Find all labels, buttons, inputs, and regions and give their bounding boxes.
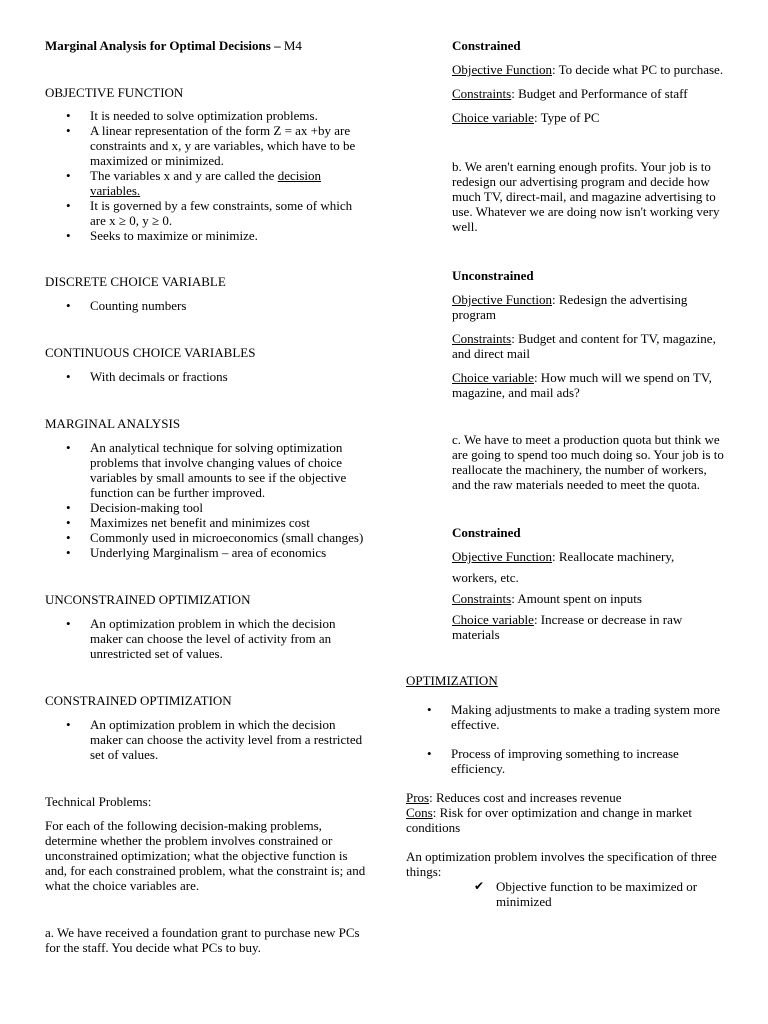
marginal-list: [45, 440, 370, 560]
constraints-text: : Budget and Performance of staff: [511, 86, 688, 101]
list-item: • Making adjustments to make a trading system more effective.: [406, 702, 726, 732]
objective-line: [452, 292, 726, 322]
discrete-heading: DISCRETE CHOICE VARIABLE: [45, 274, 226, 289]
optimization-heading: OPTIMIZATION: [406, 673, 498, 688]
problem-a: a. We have received a foundation grant to purchase new PCs for the staff. You decide what PCs to buy.: [45, 925, 360, 955]
list-item: • Seeks to maximize or minimize.: [45, 228, 370, 243]
optimization-list: [406, 702, 726, 776]
list-item: • An optimization problem in which the decision maker can choose the level of activity from an unrestricted set of values.: [45, 616, 370, 661]
objective-function-heading: OBJECTIVE FUNCTION: [45, 85, 184, 100]
list-item: • Underlying Marginalism – area of economics: [45, 545, 370, 560]
constraints-line: [452, 86, 726, 101]
constraints-label: Constraints: [452, 331, 512, 346]
list-item: • Maximizes net benefit and minimizes cost: [45, 515, 370, 530]
page-title: [45, 38, 370, 53]
cons-text: : Risk for over optimization and change in market conditions: [406, 805, 692, 835]
unconstrained-list: [45, 616, 370, 661]
choice-text: : How much will we spend on TV, magazine, and mail ads?: [452, 370, 712, 400]
list-item: • A linear representation of the form Z = ax +by are constraints and x, y are variables, which have to be maximized or minimized.: [45, 123, 370, 168]
right-column: [406, 38, 726, 909]
list-item: • An analytical technique for solving optimization problems that involve changing values of choice variables by small amounts to see if the objective function can be further improved.: [45, 440, 370, 500]
answer-type: Constrained: [452, 525, 521, 540]
objective-line-continued: workers, etc.: [452, 570, 519, 585]
decision-variables-term: decision variables.: [90, 168, 322, 198]
choice-line: [452, 370, 726, 400]
pros-line: [406, 790, 726, 805]
objective-text: : To decide what PC to purchase.: [552, 62, 724, 77]
spec-intro: An optimization problem involves the specification of three things:: [406, 849, 717, 879]
title-code: M4: [280, 38, 302, 53]
cons-label: Cons: [406, 805, 433, 820]
objective-line: [452, 549, 726, 564]
continuous-heading: CONTINUOUS CHOICE VARIABLES: [45, 345, 256, 360]
constraints-line: [452, 331, 726, 361]
constraints-label: Constraints: [452, 86, 512, 101]
spec-list: [406, 879, 726, 909]
choice-text: : Increase or decrease in raw materials: [452, 612, 683, 642]
technical-problems-heading: Technical Problems:: [45, 794, 152, 809]
discrete-list: [45, 298, 370, 313]
answer-type: Constrained: [452, 38, 521, 53]
choice-text: : Type of PC: [533, 110, 600, 125]
choice-label: Choice variable: [452, 612, 534, 627]
objective-label: Objective Function: [452, 62, 553, 77]
choice-line: [452, 612, 726, 642]
list-item: • With decimals or fractions: [45, 369, 370, 384]
list-item: [45, 168, 370, 198]
list-item: ✔ Objective function to be maximized or minimized: [406, 879, 726, 909]
title-main: Marginal Analysis for Optimal Decisions –: [45, 38, 281, 53]
constraints-text: : Budget and content for TV, magazine, and direct mail: [452, 331, 716, 361]
list-item: • Decision-making tool: [45, 500, 370, 515]
technical-problems-intro: For each of the following decision-making problems, determine whether the problem involves constrained or unconstrained optimization; what the objective function is and, for each constrained problem, what the constraint is; and what the choice variables are.: [45, 818, 366, 893]
answer-block-a: [406, 38, 726, 642]
marginal-heading: MARGINAL ANALYSIS: [45, 416, 181, 431]
list-item: • Commonly used in microeconomics (small changes): [45, 530, 370, 545]
left-column: [45, 38, 370, 955]
constraints-line: [452, 591, 726, 606]
list-item: • Counting numbers: [45, 298, 370, 313]
choice-label: Choice variable: [452, 110, 534, 125]
constraints-label: Constraints: [452, 591, 512, 606]
list-item: • An optimization problem in which the decision maker can choose the activity level from a restricted set of values.: [45, 717, 370, 762]
problem-c: c. We have to meet a production quota but think we are going to spend too much doing so. Your job is to reallocate the machinery, the number of workers, and the raw materials needed to meet the quota.: [452, 432, 724, 492]
list-item-text: The variables x and y are called the: [90, 168, 275, 183]
objective-label: Objective Function: [452, 549, 553, 564]
choice-line: [452, 110, 726, 125]
continuous-list: [45, 369, 370, 384]
cons-line: [406, 805, 726, 835]
choice-label: Choice variable: [452, 370, 534, 385]
list-item: • It is governed by a few constraints, some of which are x ≥ 0, y ≥ 0.: [45, 198, 370, 228]
objective-line: [452, 62, 726, 77]
objective-function-list: [45, 108, 370, 243]
pros-label: Pros: [406, 790, 430, 805]
pros-text: : Reduces cost and increases revenue: [429, 790, 622, 805]
objective-text: : Redesign the advertising program: [452, 292, 688, 322]
constraints-text: : Amount spent on inputs: [511, 591, 642, 606]
list-item: • It is needed to solve optimization problems.: [45, 108, 370, 123]
constrained-heading: CONSTRAINED OPTIMIZATION: [45, 693, 232, 708]
answer-type: Unconstrained: [452, 268, 534, 283]
objective-text: : Reallocate machinery,: [552, 549, 675, 564]
unconstrained-heading: UNCONSTRAINED OPTIMIZATION: [45, 592, 251, 607]
objective-label: Objective Function: [452, 292, 553, 307]
constrained-list: [45, 717, 370, 762]
list-item: • Process of improving something to increase efficiency.: [406, 746, 726, 776]
problem-b: b. We aren't earning enough profits. Your job is to redesign our advertising program and decide how much TV, direct-mail, and magazine advertising to use. Whatever we are doing now isn't working very well.: [452, 159, 720, 234]
